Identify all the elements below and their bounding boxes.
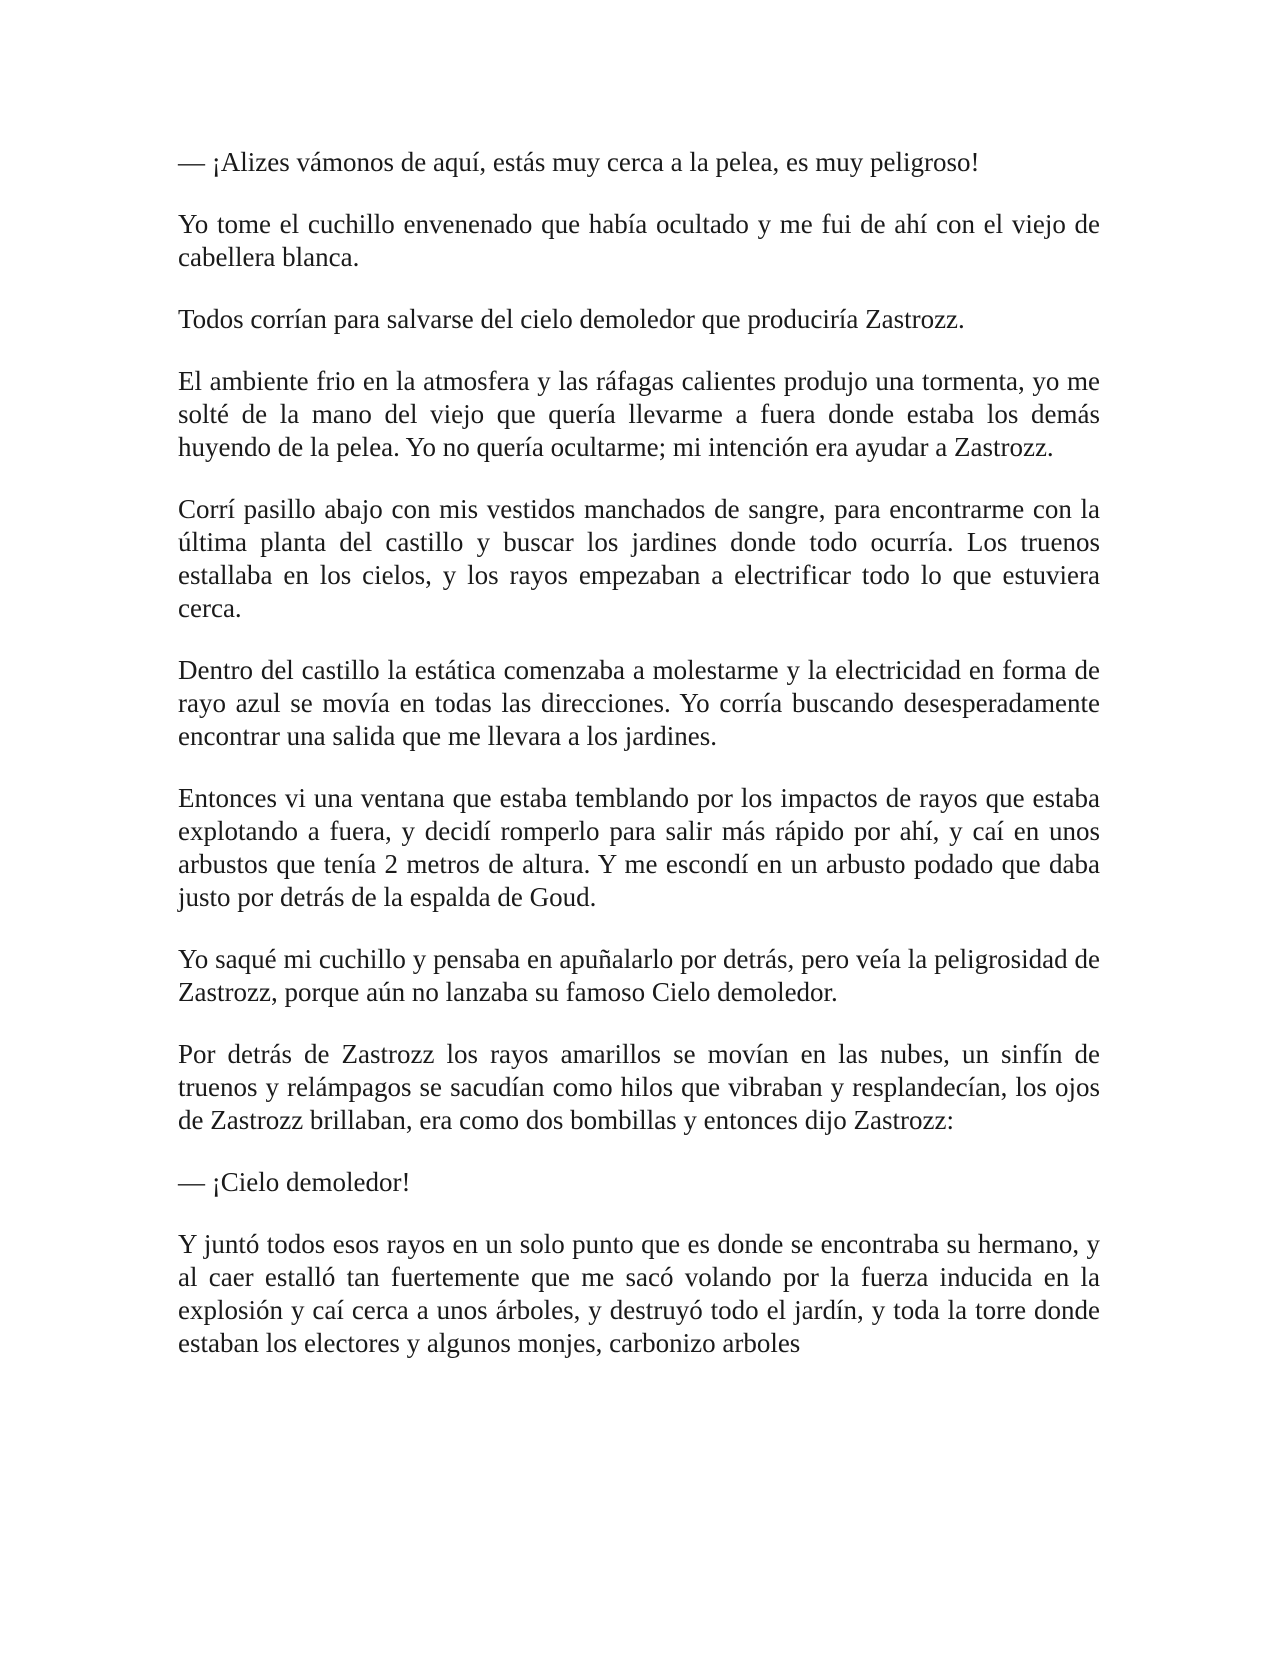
paragraph-3: Todos corrían para salvarse del cielo demoledor que produciría Zastrozz. — [178, 304, 965, 334]
paragraph-2: Yo tome el cuchillo envenenado que había ocultado y me fui de ahí con el viejo de cabellera blanca. — [178, 209, 1100, 272]
paragraph-9: Por detrás de Zastrozz los rayos amarillos se movían en las nubes, un sinfín de truenos y relámpagos se sacudían como hilos que vibraban y resplandecían, los ojos de Zastrozz brillaban, era como dos bombillas y entonces dijo Zastrozz: — [178, 1039, 1100, 1135]
paragraph-10: — ¡Cielo demoledor! — [178, 1167, 411, 1197]
document-body — [178, 146, 1100, 1360]
paragraph-5: Corrí pasillo abajo con mis vestidos manchados de sangre, para encontrarme con la última planta del castillo y buscar los jardines donde todo ocurría. Los truenos estallaba en los cielos, y los rayos empezaban a electrificar todo lo que estuviera cerca. — [178, 494, 1100, 623]
paragraph-1: — ¡Alizes vámonos de aquí, estás muy cerca a la pelea, es muy peligroso! — [178, 147, 980, 177]
paragraph-4: El ambiente frio en la atmosfera y las ráfagas calientes produjo una tormenta, yo me solté de la mano del viejo que quería llevarme a fuera donde estaba los demás huyendo de la pelea. Yo no quería ocultarme; mi intención era ayudar a Zastrozz. — [178, 366, 1100, 462]
paragraph-11: Y juntó todos esos rayos en un solo punto que es donde se encontraba su hermano, y al caer estalló tan fuertemente que me sacó volando por la fuerza inducida en la explosión y caí cerca a unos árboles, y destruyó todo el jardín, y toda la torre donde estaban los electores y algunos monjes, carbonizo arboles — [178, 1229, 1100, 1358]
paragraph-6: Dentro del castillo la estática comenzaba a molestarme y la electricidad en forma de rayo azul se movía en todas las direcciones. Yo corría buscando desesperadamente encontrar una salida que me llevara a los jardines. — [178, 655, 1100, 751]
paragraph-7: Entonces vi una ventana que estaba temblando por los impactos de rayos que estaba explotando a fuera, y decidí romperlo para salir más rápido por ahí, y caí en unos arbustos que tenía 2 metros de altura. Y me escondí en un arbusto podado que daba justo por detrás de la espalda de Goud. — [178, 783, 1100, 912]
paragraph-8: Yo saqué mi cuchillo y pensaba en apuñalarlo por detrás, pero veía la peligrosidad de Zastrozz, porque aún no lanzaba su famoso Cielo demoledor. — [178, 944, 1100, 1007]
